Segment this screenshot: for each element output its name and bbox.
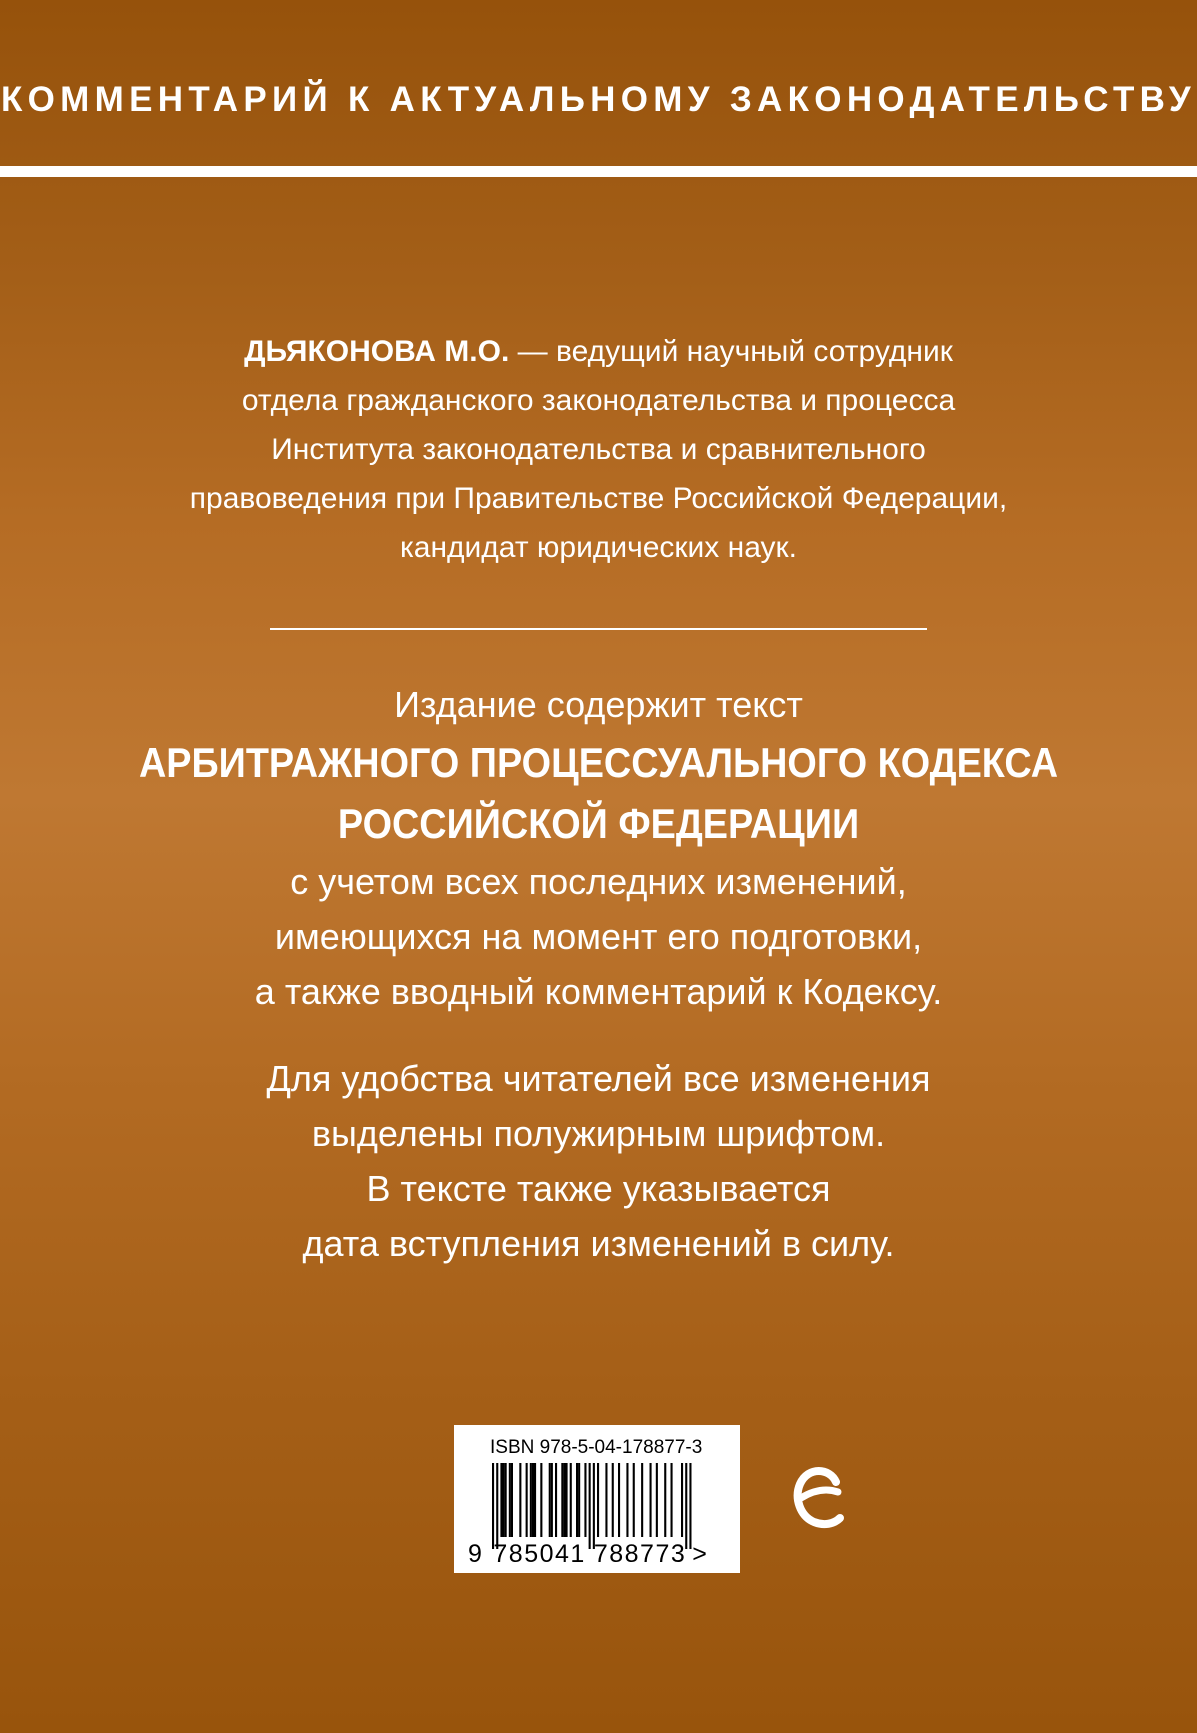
series-title: КОММЕНТАРИЙ К АКТУАЛЬНОМУ ЗАКОНОДАТЕЛЬСТВУ — [1, 80, 1196, 119]
barcode-bar — [503, 1463, 505, 1537]
code-title-line: АРБИТРАЖНОГО ПРОЦЕССУАЛЬНОГО КОДЕКСА — [138, 739, 1059, 786]
barcode-lead-digit: 9 — [468, 1540, 484, 1568]
description-intro: Издание содержит текст — [394, 684, 803, 725]
barcode-bar — [532, 1463, 534, 1537]
barcode-bar — [561, 1463, 563, 1537]
isbn-text: ISBN 978-5-04-178877-3 — [490, 1437, 703, 1458]
author-bio-line: кандидат юридических наук. — [399, 531, 798, 564]
barcode-bar — [589, 1463, 591, 1549]
barcode-bars — [492, 1463, 704, 1551]
barcode-bar — [526, 1463, 528, 1537]
section-divider — [270, 628, 927, 630]
description-line: имеющихся на момент его подготовки, — [274, 916, 923, 957]
barcode-bar — [570, 1463, 572, 1537]
barcode-bar — [509, 1463, 511, 1537]
barcode-bar — [671, 1463, 673, 1537]
description — [0, 677, 1197, 1271]
barcode-bar — [593, 1463, 595, 1549]
barcode-bar — [563, 1463, 565, 1537]
top-rule — [0, 166, 1197, 177]
barcode-bar — [576, 1463, 578, 1537]
barcode-bar — [612, 1463, 614, 1537]
barcode-bar — [605, 1463, 607, 1537]
barcode-bar — [578, 1463, 580, 1537]
author-bio-line: Института законодательства и сравнительного — [271, 433, 926, 466]
code-title-line: РОССИЙСКОЙ ФЕДЕРАЦИИ — [337, 800, 860, 847]
author-bio-text: — ведущий научный сотрудник — [517, 335, 953, 368]
barcode-bar — [650, 1463, 652, 1537]
barcode-bar — [689, 1463, 691, 1549]
barcode-bar — [549, 1463, 551, 1537]
barcode-bar — [626, 1463, 628, 1537]
barcode-arrow: > — [692, 1540, 709, 1568]
barcode-bar — [505, 1463, 507, 1537]
barcode-bar — [540, 1463, 542, 1537]
isbn-barcode — [454, 1425, 740, 1573]
barcode-bar — [685, 1463, 687, 1549]
note-line: дата вступления изменений в силу. — [302, 1223, 895, 1264]
author-name: ДЬЯКОНОВА М.О. — [244, 335, 510, 368]
barcode-bar — [664, 1463, 666, 1537]
barcode-bar — [530, 1463, 532, 1537]
barcode-group-2: 788773 — [593, 1540, 687, 1568]
publisher-logo-icon — [792, 1458, 844, 1536]
note-line: выделены полужирным шрифтом. — [311, 1113, 886, 1154]
barcode-bar — [500, 1463, 502, 1537]
barcode-group-1: 785041 — [493, 1540, 586, 1568]
description-line: а также вводный комментарий к Кодексу. — [254, 971, 943, 1012]
barcode-bar — [496, 1463, 498, 1549]
author-bio-line — [0, 327, 1197, 376]
barcode-bar — [641, 1463, 643, 1537]
barcode-bar — [551, 1463, 553, 1537]
barcode-bar — [656, 1463, 658, 1537]
barcode-bar — [566, 1463, 568, 1537]
barcode-bar — [534, 1463, 536, 1537]
author-bio-line: правоведения при Правительстве Российской Федерации, — [189, 482, 1008, 515]
barcode-digits — [468, 1540, 708, 1568]
barcode-bar — [519, 1463, 521, 1537]
barcode-bar — [584, 1463, 586, 1537]
note-line: В тексте также указывается — [366, 1168, 831, 1209]
barcode-bar — [555, 1463, 557, 1537]
barcode-bar — [597, 1463, 599, 1537]
barcode-bar — [618, 1463, 620, 1537]
author-bio — [0, 327, 1197, 572]
barcode-bar — [633, 1463, 635, 1537]
paragraph-gap — [0, 1019, 1197, 1051]
author-bio-line: отдела гражданского законодательства и процесса — [241, 384, 956, 417]
barcode-bar — [511, 1463, 513, 1537]
note-line: Для удобства читателей все изменения — [266, 1058, 931, 1099]
barcode-bar — [492, 1463, 494, 1549]
description-line: с учетом всех последних изменений, — [290, 861, 907, 902]
barcode-bar — [681, 1463, 683, 1537]
